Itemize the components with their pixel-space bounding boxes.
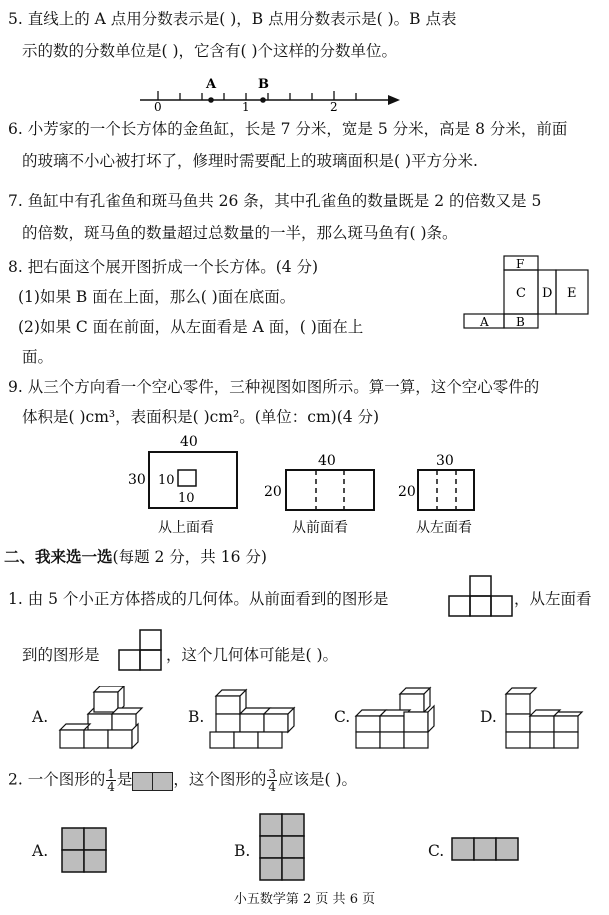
s2q1-option-d-figure[interactable] [502,686,584,750]
q9-line1: 9. 从三个方向看一个空心零件，三种视图如图所示。算一算，这个空心零件的 [8,378,540,396]
s2q1-line2a: 到的图形是 [22,646,100,664]
s2q2-option-a-figure[interactable] [60,826,108,874]
s2q2-option-c-figure[interactable] [450,836,522,862]
left-view-caption: 从左面看 [416,520,472,536]
q7-line2: 的倍数，斑马鱼的数量超过总数量的一半，那么斑马鱼有( )条。 [22,224,458,242]
top-view-caption: 从上面看 [158,520,214,536]
s2q2-pre: 2. 一个图形的 [8,770,106,789]
s2q2-option-b-label[interactable]: B. [234,842,251,860]
number-line [130,74,410,112]
frac2-num: 3 [268,767,277,781]
front-view-left-label: 20 [264,484,282,500]
top-view-inner-bottom-label: 10 [178,491,195,506]
top-view-left-label: 30 [128,472,146,488]
s2q1-option-c-label[interactable]: C. [334,708,351,726]
s2q1-option-d-label[interactable]: D. [480,708,497,726]
fraction-three-quarters [267,768,277,793]
net-label-B: B [516,315,525,329]
s2q2-option-a-label[interactable]: A. [32,842,49,860]
front-view-top-label: 40 [318,453,336,469]
left-view-figure [118,628,164,672]
q8-line2: (1)如果 B 面在上面，那么( )面在底面。 [18,288,296,306]
frac2-den: 4 [268,780,277,794]
q5-line1: 5. 直线上的 A 点用分数表示是( )，B 点用分数表示是( )。B 点表 [8,10,457,28]
s2q1-line2b: ，这个几何体可能是( )。 [166,646,339,664]
s2q2-line [8,768,357,793]
q5-line2: 示的数的分数单位是( )，它含有( )个这样的分数单位。 [22,42,398,60]
frac1-den: 4 [107,780,115,794]
nl-label-A: A [206,77,217,92]
q9-line2: 体积是( )cm³，表面积是( )cm²。(单位：cm)(4 分) [22,408,380,426]
section-2-heading [4,546,267,568]
s2q2-post: 应该是( )。 [278,770,358,789]
nl-label-1: 1 [242,100,250,112]
three-views [120,432,490,540]
top-view-inner-left-label: 10 [158,473,175,488]
top-view-top-label: 40 [180,434,198,450]
s2q2-option-b-figure[interactable] [258,812,306,882]
net-label-D: D [542,286,553,301]
q8-line1: 8. 把右面这个展开图折成一个长方体。(4 分) [8,258,319,276]
fraction-one-quarter [106,768,116,793]
s2q1-line1a: 1. 由 5 个小正方体搭成的几何体。从前面看到的图形是 [8,590,389,608]
front-view-figure [448,574,514,618]
cuboid-net [462,254,592,334]
page-footer: 小五数学第 2 页 共 6 页 [233,892,376,907]
q7-line1: 7. 鱼缸中有孔雀鱼和斑马鱼共 26 条，其中孔雀鱼的数量既是 2 的倍数又是 5 [8,192,542,210]
section-2-note: (每题 2 分，共 16 分) [112,548,267,566]
two-cell-figure [132,770,173,792]
section-2-title: 二、我来选一选 [4,547,113,566]
net-label-C: C [516,286,526,301]
front-view-caption: 从前面看 [292,520,348,536]
q6-line2: 的玻璃不小心被打坏了，修理时需要配上的玻璃面积是( )平方分米. [22,152,478,170]
net-label-E: E [567,286,577,301]
net-label-F: F [516,257,525,271]
q8-line3: (2)如果 C 面在前面，从左面看是 A 面，( )面在上 [18,318,364,336]
nl-label-0: 0 [154,100,162,112]
left-view-left-label: 20 [398,484,416,500]
nl-label-B: B [258,77,269,92]
q6-line1: 6. 小芳家的一个长方体的金鱼缸，长是 7 分米，宽是 5 分米，高是 8 分米，前面 [8,120,568,138]
s2q2-option-c-label[interactable]: C. [428,842,445,860]
s2q1-option-c-figure[interactable] [354,686,440,750]
s2q2-mid2: ，这个图形的 [173,770,267,789]
s2q1-line1b: ，从左面看 [514,590,592,608]
net-label-A: A [480,315,489,329]
s2q1-option-a-label[interactable]: A. [32,708,49,726]
s2q1-option-b-figure[interactable] [208,686,298,750]
nl-label-2: 2 [330,100,338,112]
frac1-num: 1 [107,767,115,781]
s2q1-option-a-figure[interactable] [58,686,146,750]
s2q1-option-b-label[interactable]: B. [188,708,205,726]
s2q2-mid1: 是 [116,770,133,789]
left-view-top-label: 30 [436,453,454,469]
q8-line4: 面。 [22,348,54,366]
